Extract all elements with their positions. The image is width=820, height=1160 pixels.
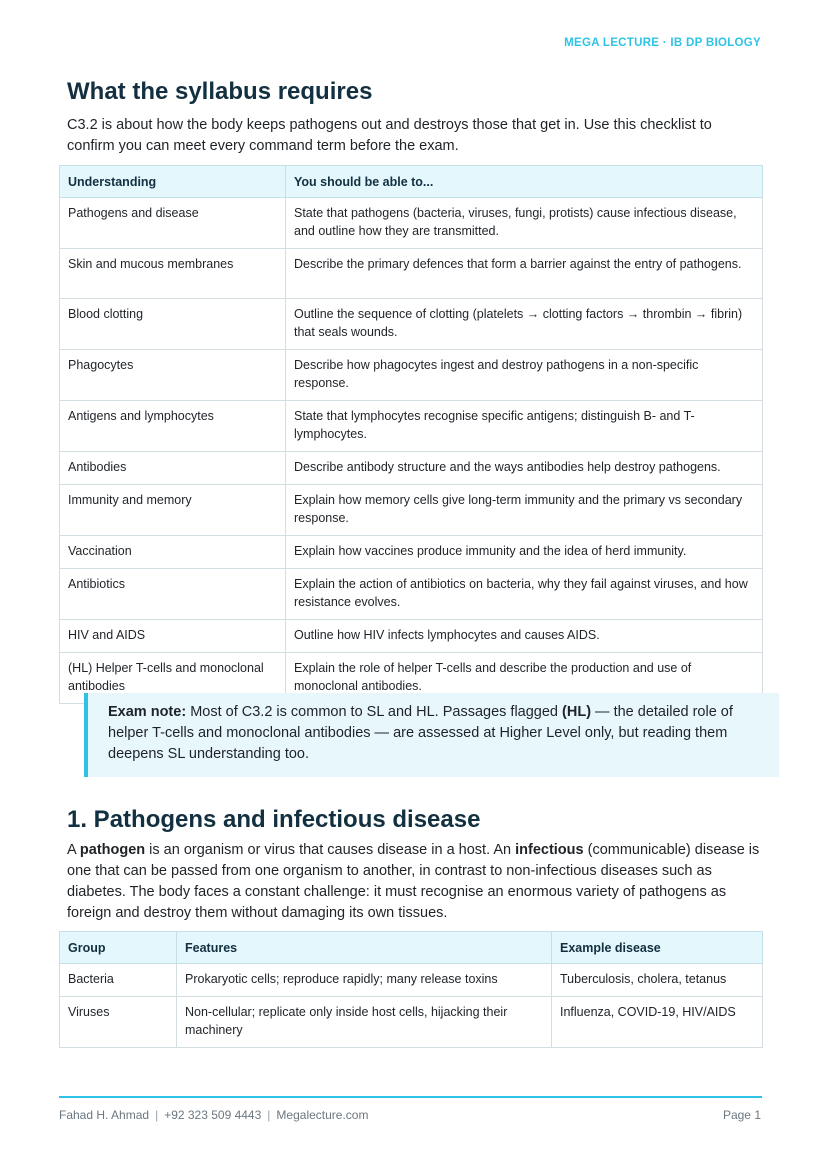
exam-note-text: — the detailed role of helper T-cells and monoclonal antibodies — are assessed at Higher Level only, but reading them deepens SL understanding too. — [108, 704, 733, 762]
table-cell: Influenza, COVID-19, HIV/AIDS — [552, 997, 763, 1048]
column-header: Example disease — [552, 932, 763, 964]
exam-note-text: Most of C3.2 is common to SL and HL. Passages flagged — [186, 704, 563, 720]
table-cell: Non-cellular; replicate only inside host cells, hijacking their machinery — [177, 997, 552, 1048]
footer-separator: | — [155, 1108, 159, 1122]
table-cell: State that pathogens (bacteria, viruses, fungi, protists) cause infectious disease, and outline how they are transmitted. — [286, 198, 763, 249]
table-row — [60, 620, 763, 653]
table-cell: Vaccination — [60, 536, 286, 569]
table-cell: Antibodies — [60, 452, 286, 485]
term-pathogen: pathogen — [79, 842, 146, 858]
table-cell: Outline how HIV infects lymphocytes and causes AIDS. — [286, 620, 763, 653]
table-row — [60, 452, 763, 485]
table-cell: Explain the role of helper T-cells and describe the production and use of monoclonal antibodies. — [286, 653, 763, 704]
table-row — [60, 198, 763, 249]
table-cell: Antigens and lymphocytes — [60, 401, 286, 452]
table-row — [60, 536, 763, 569]
footer-author: Fahad H. Ahmad — [59, 1108, 150, 1122]
table-header-row — [60, 166, 763, 198]
hl-flag: (HL) — [562, 704, 592, 720]
table-cell: Explain how memory cells give long-term immunity and the primary vs secondary response. — [286, 485, 763, 536]
paragraph-text: A — [67, 842, 80, 858]
table-cell: Describe antibody structure and the ways antibodies help destroy pathogens. — [286, 452, 763, 485]
paragraph-text: is an organism or virus that causes disease in a host. An — [145, 842, 516, 858]
table-cell: State that lymphocytes recognise specific antigens; distinguish B- and T-lymphocytes. — [286, 401, 763, 452]
table-cell: Phagocytes — [60, 350, 286, 401]
table-cell: Skin and mucous membranes — [60, 249, 286, 299]
table-row — [60, 299, 763, 350]
table-cell: Explain the action of antibiotics on bacteria, why they fail against viruses, and how resistance evolves. — [286, 569, 763, 620]
footer-site: Megalecture.com — [276, 1108, 369, 1122]
table-cell: Blood clotting — [60, 299, 286, 350]
footer-contact — [59, 1108, 368, 1122]
running-head: MEGA LECTURE · IB DP BIOLOGY — [564, 37, 761, 49]
pathogen-groups-table — [59, 931, 763, 1048]
section-title-pathogens: 1. Pathogens and infectious disease — [67, 806, 481, 833]
syllabus-table — [59, 165, 763, 704]
table-row — [60, 249, 763, 299]
footer-separator: | — [267, 1108, 271, 1122]
table-cell: (HL) Helper T-cells and monoclonal antibodies — [60, 653, 286, 704]
table-cell: Bacteria — [60, 964, 177, 997]
table-cell: Viruses — [60, 997, 177, 1048]
column-header: You should be able to... — [286, 166, 763, 198]
term-infectious: infectious — [515, 842, 584, 858]
table-row — [60, 569, 763, 620]
table-cell: Tuberculosis, cholera, tetanus — [552, 964, 763, 997]
footer-phone: +92 323 509 4443 — [164, 1108, 262, 1122]
table-cell: HIV and AIDS — [60, 620, 286, 653]
table-row — [60, 350, 763, 401]
table-cell: Antibiotics — [60, 569, 286, 620]
page-number: Page 1 — [722, 1108, 761, 1122]
section-title-syllabus: What the syllabus requires — [67, 78, 373, 105]
table-cell: Prokaryotic cells; reproduce rapidly; many release toxins — [177, 964, 552, 997]
table-cell: Explain how vaccines produce immunity and the idea of herd immunity. — [286, 536, 763, 569]
table-row — [60, 401, 763, 452]
table-row — [60, 997, 763, 1048]
exam-note-callout — [84, 693, 779, 777]
table-row — [60, 485, 763, 536]
table-cell: Immunity and memory — [60, 485, 286, 536]
paragraph-text: (communicable) disease is one that can be passed from one organism to another, in contrast to non-infectious diseases such as diabetes. The body faces a constant challenge: it must recognise an enormous variety of pathogens as foreign and destroy them without damaging its own tissues. — [67, 842, 760, 921]
column-header: Group — [60, 932, 177, 964]
table-header-row — [60, 932, 763, 964]
column-header: Features — [177, 932, 552, 964]
exam-note-label: Exam note: — [108, 704, 187, 720]
table-cell: Describe how phagocytes ingest and destroy pathogens in a non-specific response. — [286, 350, 763, 401]
column-header: Understanding — [60, 166, 286, 198]
footer-divider — [59, 1096, 762, 1098]
table-cell: Describe the primary defences that form a barrier against the entry of pathogens. — [286, 249, 763, 299]
table-cell: Pathogens and disease — [60, 198, 286, 249]
table-row — [60, 964, 763, 997]
table-cell: Outline the sequence of clotting (platelets → clotting factors → thrombin → fibrin) that seals wounds. — [286, 299, 763, 350]
syllabus-intro: C3.2 is about how the body keeps pathogens out and destroys those that get in. Use this checklist to confirm you can meet every command term before the exam. — [67, 117, 712, 154]
pathogens-paragraph — [67, 840, 762, 924]
